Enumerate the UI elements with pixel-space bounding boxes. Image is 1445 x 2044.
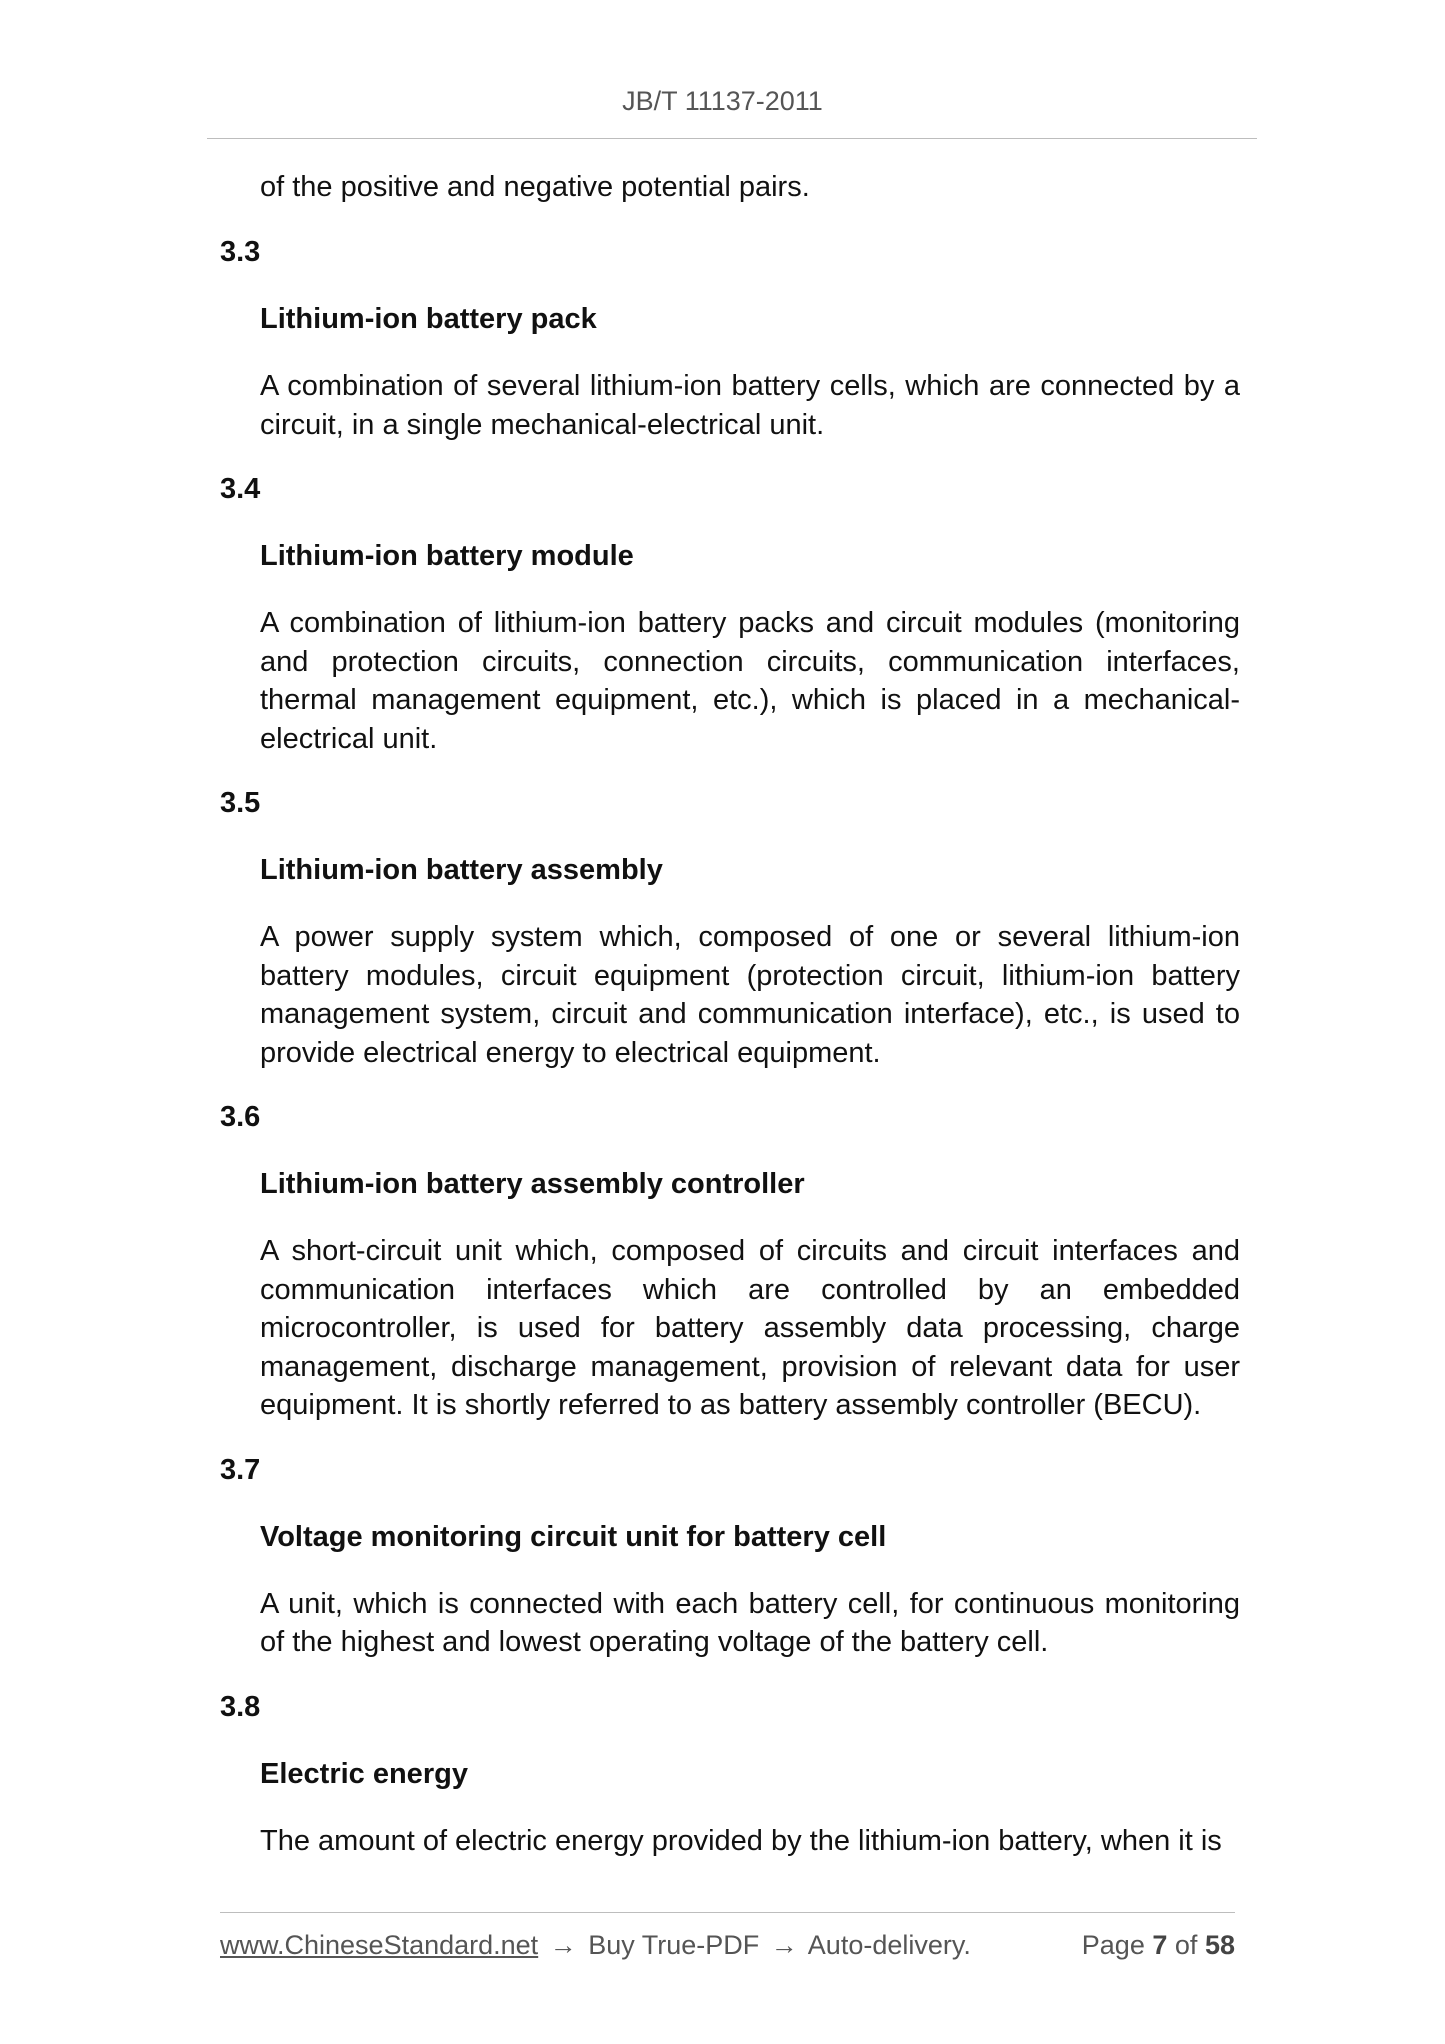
term-entry-3-7 bbox=[220, 1451, 1240, 1662]
header-divider bbox=[207, 138, 1257, 139]
term-title: Voltage monitoring circuit unit for battery cell bbox=[260, 1520, 887, 1553]
page-indicator bbox=[1082, 1930, 1235, 1961]
term-title: Lithium-ion battery assembly bbox=[260, 854, 663, 886]
page-footer bbox=[220, 1930, 1235, 1961]
term-entry-3-6 bbox=[220, 1098, 1240, 1425]
term-title: Lithium-ion battery pack bbox=[260, 303, 597, 335]
term-title: Electric energy bbox=[260, 1757, 468, 1790]
term-definition: The amount of electric energy provided by the lithium-ion battery, when it is bbox=[260, 1824, 1222, 1857]
continued-text: of the positive and negative potential pairs. bbox=[260, 171, 810, 203]
term-definition: A combination of lithium-ion battery packs and circuit modules (monitoring and protection circuits, connection circuits, communication interfaces, thermal management equipment, etc.), which is placed in a mechanical-electrical unit. bbox=[260, 607, 1240, 755]
term-definition: A power supply system which, composed of one or several lithium-ion battery modules, circuit equipment (protection circuit, lithium-ion battery management system, circuit and communication interface), etc., is used to provide electrical energy to electrical equipment. bbox=[260, 921, 1240, 1069]
page-content bbox=[220, 168, 1240, 1886]
term-number: 3.7 bbox=[220, 1453, 261, 1486]
page-total: 58 bbox=[1204, 1930, 1235, 1960]
term-definition: A short-circuit unit which, composed of circuits and circuit interfaces and communication interfaces which are controlled by an embedded microcontroller, is used for battery assembly data processing, charge management, discharge management, provision of relevant data for user equipment. It is shortly referred to as battery assembly controller (BECU). bbox=[260, 1235, 1240, 1421]
page-header bbox=[0, 86, 1445, 117]
page-label: Page bbox=[1081, 1930, 1145, 1960]
header-doc-code: JB/T 11137-2011 bbox=[622, 86, 823, 116]
term-entry-3-4 bbox=[220, 470, 1240, 758]
term-entry-3-3 bbox=[220, 233, 1240, 444]
term-entry-3-8 bbox=[220, 1688, 1240, 1861]
term-title: Lithium-ion battery assembly controller bbox=[260, 1168, 805, 1200]
term-definition: A unit, which is connected with each battery cell, for continuous monitoring of the highest and lowest operating voltage of the battery cell. bbox=[260, 1587, 1240, 1658]
term-number: 3.4 bbox=[220, 473, 261, 505]
page-of-label: of bbox=[1174, 1930, 1198, 1960]
arrow-right-icon: → bbox=[549, 1930, 577, 1960]
term-number: 3.6 bbox=[220, 1101, 261, 1133]
term-definition: A combination of several lithium-ion battery cells, which are connected by a circuit, in a single mechanical-electrical unit. bbox=[260, 370, 1240, 441]
page-current: 7 bbox=[1152, 1930, 1168, 1960]
term-number: 3.3 bbox=[220, 236, 261, 268]
buy-text: Buy True-PDF bbox=[588, 1930, 760, 1960]
arrow-right-icon: → bbox=[770, 1930, 798, 1960]
term-number: 3.5 bbox=[220, 787, 261, 819]
delivery-text: Auto-delivery. bbox=[807, 1930, 971, 1960]
term-number: 3.8 bbox=[220, 1690, 261, 1723]
footer-divider bbox=[220, 1912, 1235, 1913]
term-title: Lithium-ion battery module bbox=[260, 540, 634, 572]
website-link[interactable]: www.ChineseStandard.net bbox=[220, 1930, 539, 1960]
term-entry-3-5 bbox=[220, 784, 1240, 1072]
